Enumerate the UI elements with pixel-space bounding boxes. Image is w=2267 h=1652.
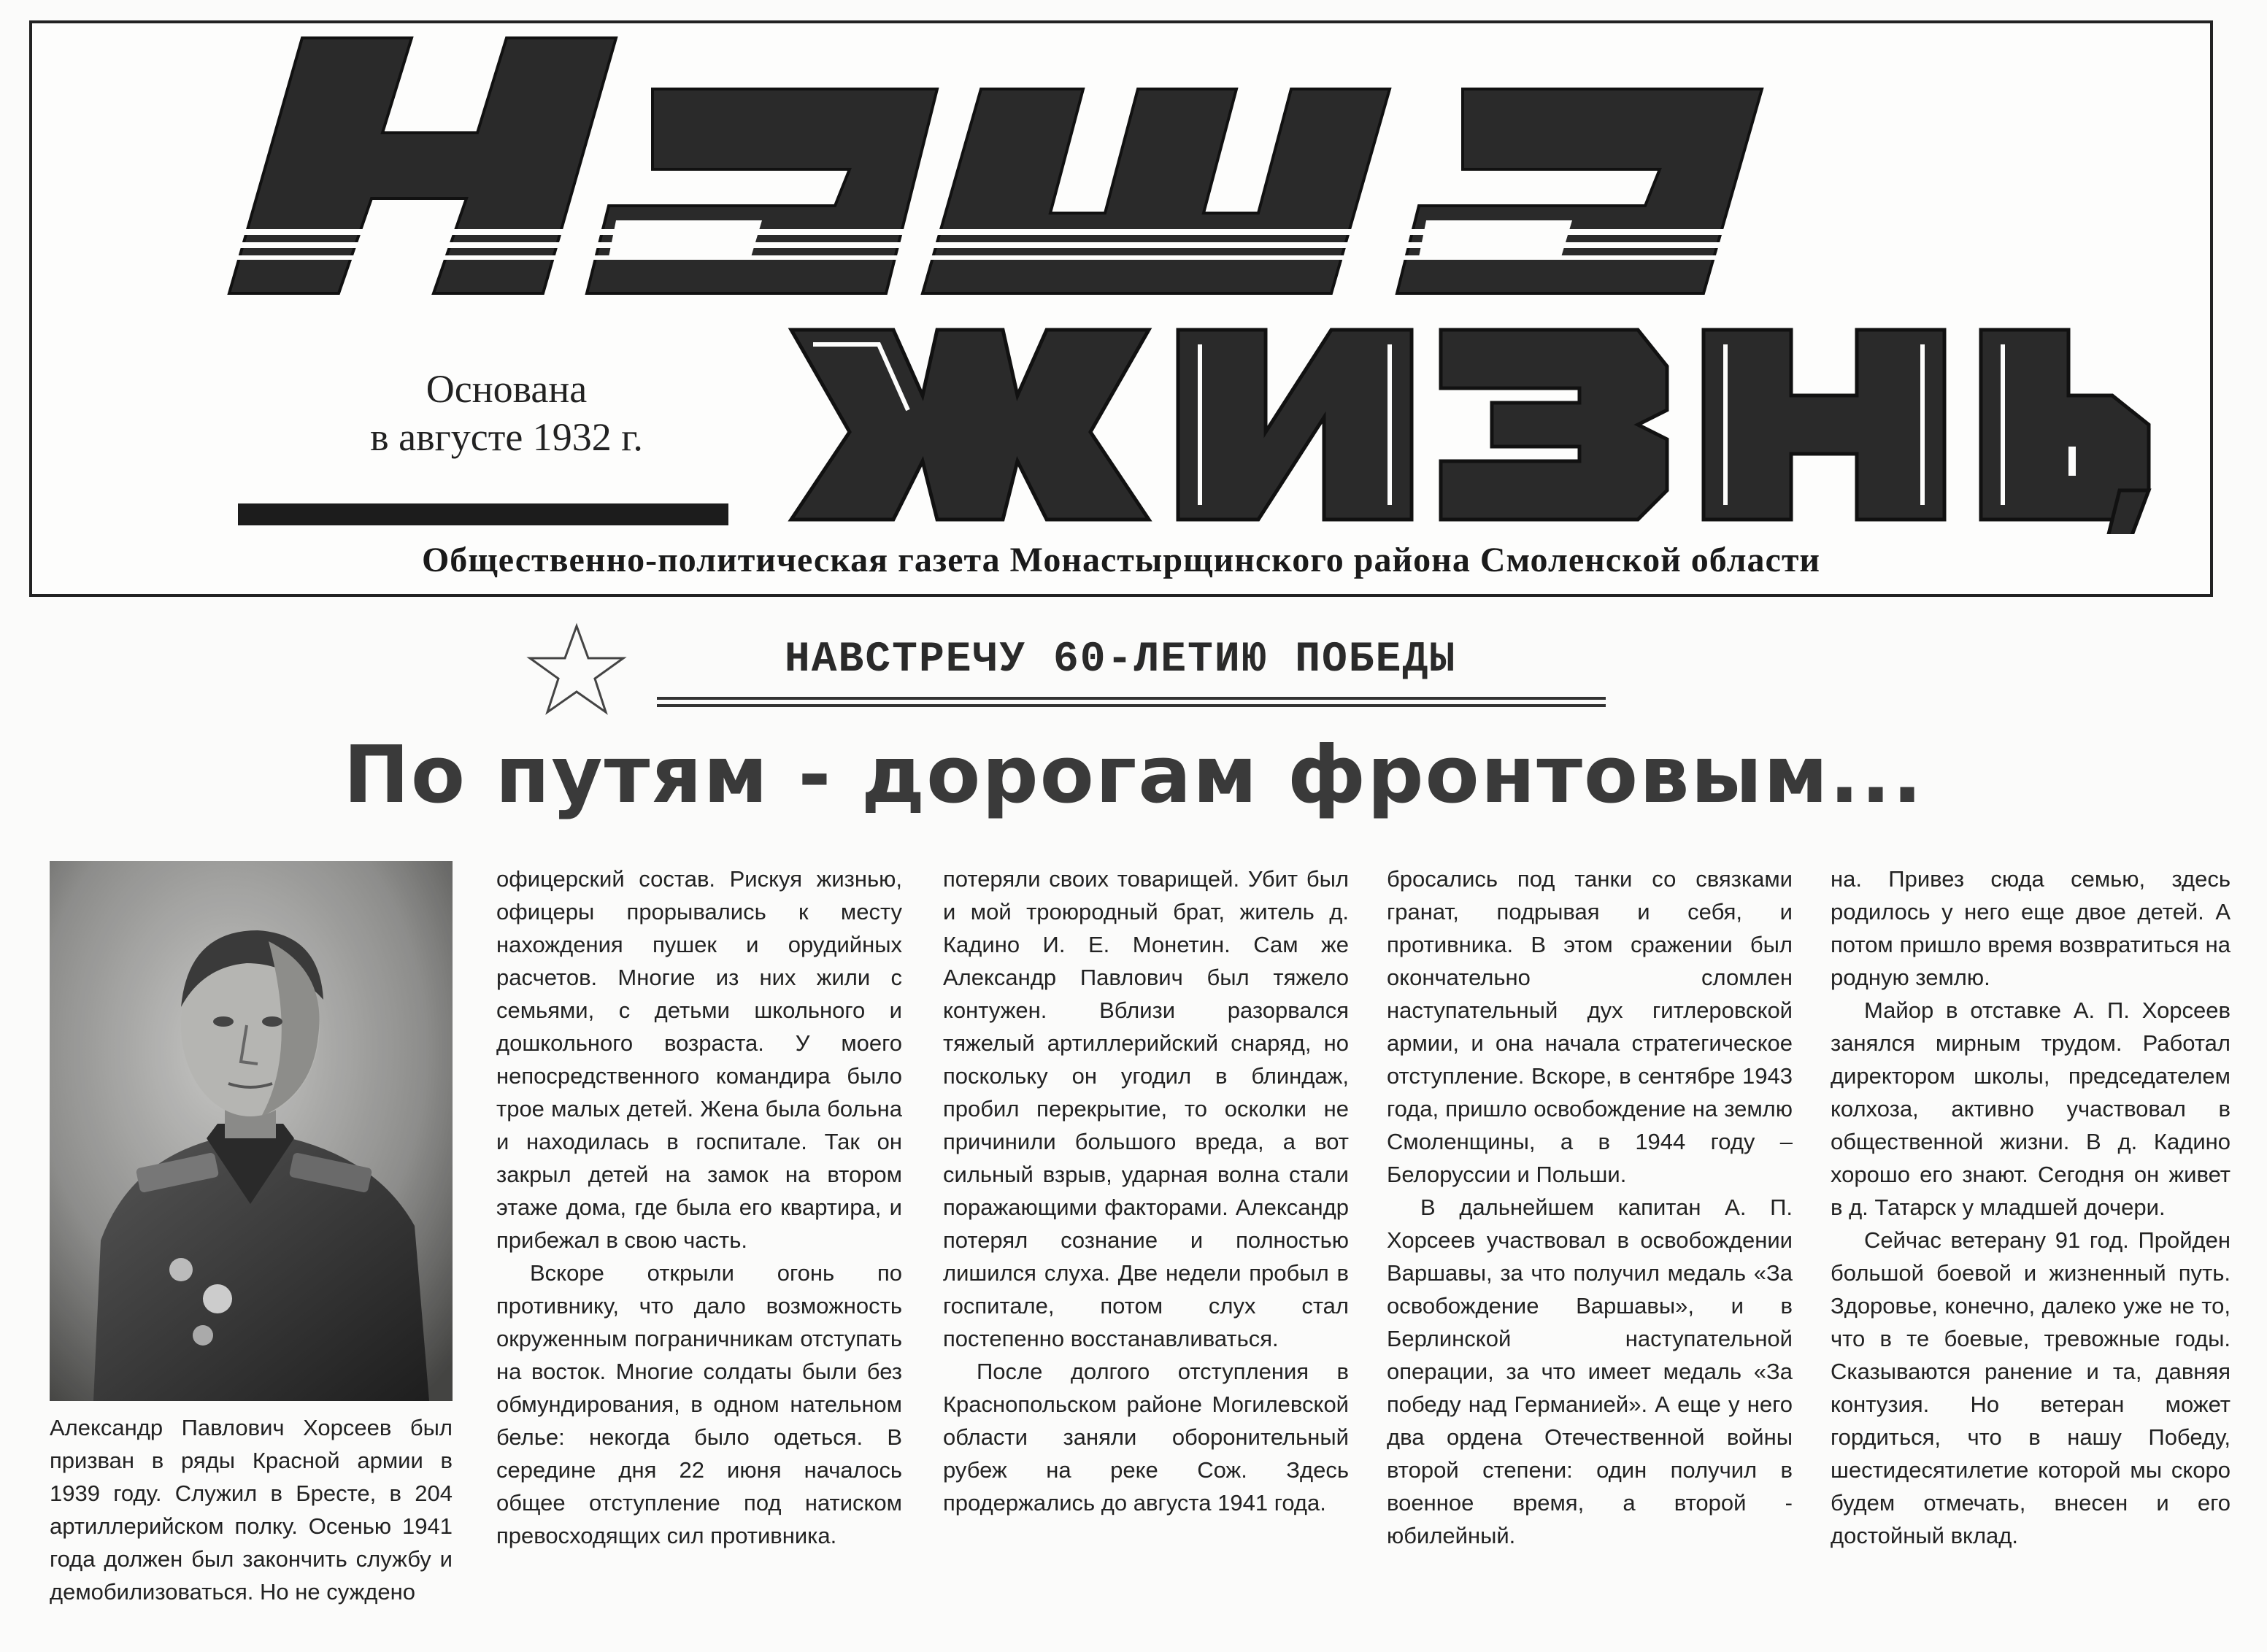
founded-note xyxy=(288,365,725,461)
masthead xyxy=(29,20,2213,597)
paragraph: Вскоре открыли огонь по противнику, что дало возможность окруженным пограничникам отступать на восток. Многие солдаты были без обмундирования, в одном нательном белье: некогда было одеться. В середине дня 22 июня началось общее отступление под натиском превосходящих сил противника. xyxy=(496,1260,902,1548)
masthead-subtitle: Общественно-политическая газета Монастырщинского района Смоленской области xyxy=(421,541,1821,579)
rubric-underline xyxy=(657,697,1606,711)
divider-bar xyxy=(238,503,728,525)
photo-caption: Александр Павлович Хорсеев был призван в ряды Красной армии в 1939 году. Служил в Бресте, в 204 артиллерийском полку. Осенью 1941 года должен был закончить службу и демобилизоваться. Но не суждено xyxy=(50,1415,453,1605)
founded-line2: в августе 1932 г. xyxy=(370,415,643,459)
article-column-2 xyxy=(943,862,1349,1652)
article-column-1 xyxy=(496,862,902,1652)
paragraph: Майор в отставке А. П. Хорсеев занялся мирным трудом. Работал директором школы, председателем колхоза, активно участвовал в общественной жизни. В д. Кадино хорошо его знают. Сегодня он живет в д. Татарск у младшей дочери. xyxy=(1831,997,2231,1220)
paragraph: потеряли своих товарищей. Убит был и мой троюродный брат, житель д. Кадино И. Е. Монетин. Сам же Александр Павлович был тяжело контужен. Вблизи разорвался тяжелый артиллерийский снаряд, но поскольку он угодил в блиндаж, пробил перекрытие, то осколки не причинили большого вреда, а вот сильный взрыв, ударная волна стали поражающими факторами. Александр потерял сознание и полностью лишился слуха. Две недели пробыл в госпитале, потом слух стал постепенно восстанавливаться. xyxy=(943,866,1349,1351)
article-column-4 xyxy=(1831,862,2231,1652)
paragraph: После долгого отступления в Краснопольском районе Могилевской области заняли оборонительный рубеж на реке Сож. Здесь продержались до августа 1941 года. xyxy=(943,1359,1349,1516)
rubric-title: НАВСТРЕЧУ 60-ЛЕТИЮ ПОБЕДЫ xyxy=(784,636,1457,684)
founded-line1: Основана xyxy=(426,367,588,411)
paragraph: В дальнейшем капитан А. П. Хорсеев участвовал в освобождении Варшавы, за что получил медаль «За освобождение Варшавы», и в Берлинской наступательной операции, за что имеет медаль «За победу над Германией». А еще у него два ордена Отечественной войны второй степени: один получил в военное время, а второй - юбилейный. xyxy=(1387,1194,1793,1548)
article-column-3 xyxy=(1387,862,1793,1652)
star-icon xyxy=(526,622,628,717)
paragraph: бросались под танки со связками гранат, подрывая и себя, и противника. В этом сражении был окончательно сломлен наступательный дух гитлеровской армии, и она начала стратегическое отступление. Вскоре, в сентябре 1943 года, пришло освобождение на землю Смоленщины, а в 1944 году – Белоруссии и Польши. xyxy=(1387,866,1793,1187)
paragraph: Сейчас ветерану 91 год. Пройден большой боевой и жизненный путь. Здоровье, конечно, далеко уже не то, что в те боевые, тревожные годы. Сказываются ранение и та, давняя контузия. Но ветеран может гордиться, что в нашу Победу, шестидесятилетие которой мы скоро будем отмечать, внесен и его достойный вклад. xyxy=(1831,1227,2231,1548)
paragraph: на. Привез сюда семью, здесь родилось у него еще двое детей. А потом пришло время возвратиться на родную землю. xyxy=(1831,866,2231,990)
paragraph: офицерский состав. Рискуя жизнью, офицеры прорывались к месту нахождения пушек и орудийных расчетов. Многие из них жили с семьями, с детьми школьного и дошкольного возраста. У моего непосредственного командира было трое малых детей. Жена была больна и находилась в госпитале. Так он закрыл детей на замок на втором этаже дома, где была его квартира, и прибежал в свою часть. xyxy=(496,866,902,1253)
article-headline: По путям - дорогам фронтовым... xyxy=(343,730,1924,821)
portrait-photo xyxy=(50,861,453,1401)
